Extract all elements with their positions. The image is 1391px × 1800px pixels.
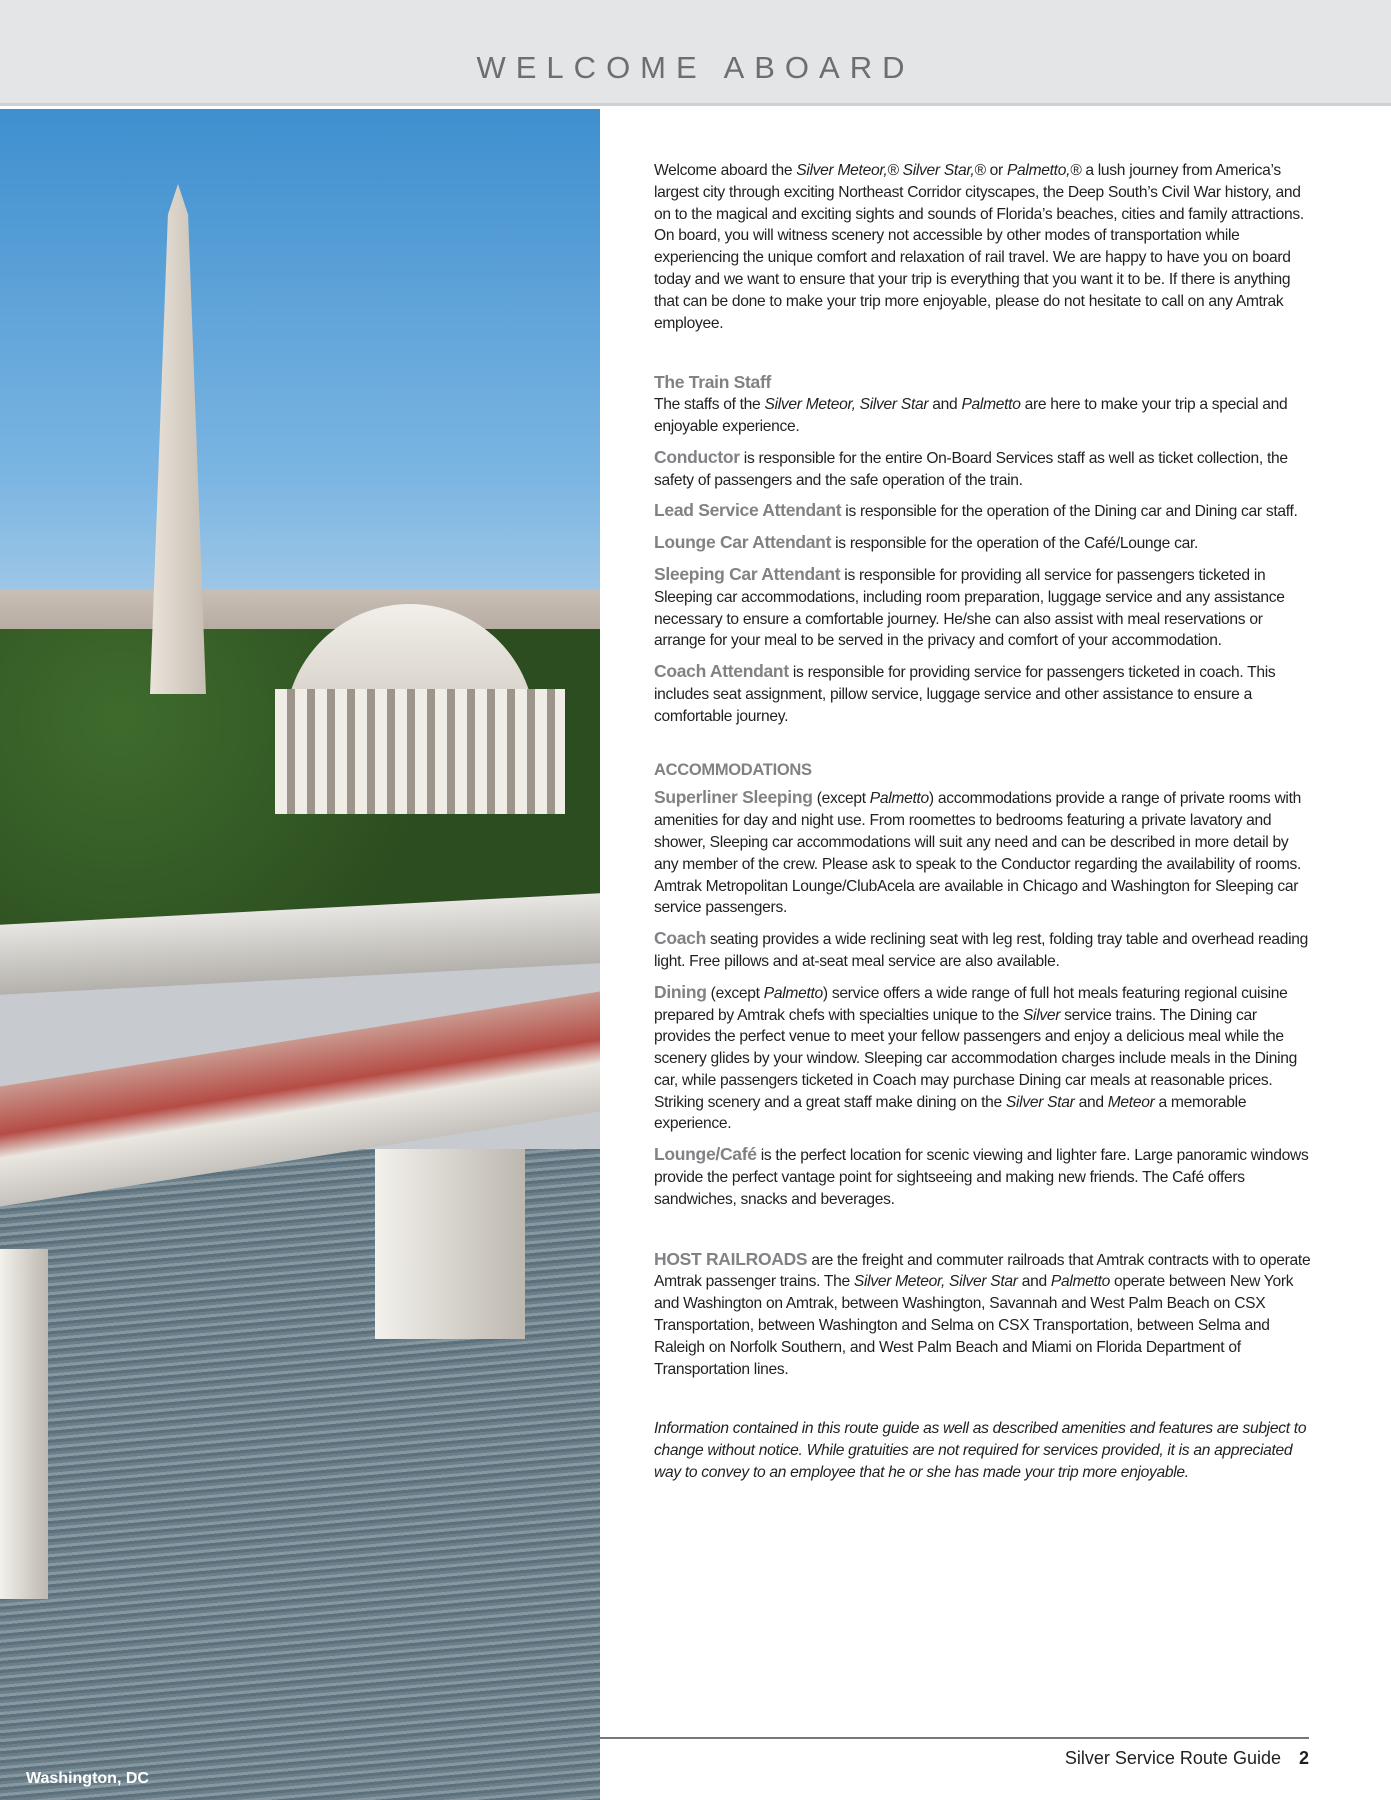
page-footer xyxy=(1065,1748,1309,1769)
page-header xyxy=(0,0,1391,106)
washington-dc-photo xyxy=(0,109,600,1800)
role-conductor: Conductor is responsible for the entire On-Board Services staff as well as ticket collection, the safety of passengers and the safe operation of the train. xyxy=(654,446,1288,489)
page-title: WELCOME ABOARD xyxy=(476,50,915,85)
intro-paragraph: Welcome aboard the Silver Meteor,® Silver Star,® or Palmetto,® a lush journey from America’s largest city through exciting Northeast Corridor cityscapes, the Deep South’s Civil War history, and on to the magical and exciting sights and sounds of Florida’s beaches, cities and family attractions. On board, you will witness scenery not accessible by other modes of transportation while experiencing the unique comfort and relaxation of rail travel. We are happy to have you on board today and we want to ensure that your trip is everything that you want it to be. If there is anything that can be done to make your trip more enjoyable, please do not hesitate to call on any Amtrak employee. xyxy=(654,162,1304,332)
accommodation-lounge: Lounge/Café is the perfect location for scenic viewing and lighter fare. Large panoramic windows provide the perfect vantage point for sightseeing and making new friends. The Café offers sandwiches, snacks and beverages. xyxy=(654,1144,1309,1208)
main-text xyxy=(654,160,1314,1493)
role-coach-attendant: Coach Attendant is responsible for providing service for passengers ticketed in coach. This includes seat assignment, pillow service, luggage service and other assistance to ensure a comfortable journey. xyxy=(654,661,1276,725)
staff-lead: The staffs of the Silver Meteor, Silver Star and Palmetto are here to make your trip a special and enjoyable experience. xyxy=(654,396,1288,435)
washington-monument xyxy=(150,184,206,694)
footer-divider xyxy=(600,1737,1309,1739)
disclaimer-note: Information contained in this route guide as well as described amenities and features are subject to change without notice. While gratuities are not required for services provided, it is an appreciated way to convey to an employee that he or she has made your trip more enjoyable. xyxy=(654,1420,1307,1482)
role-sleeping-car-attendant: Sleeping Car Attendant is responsible for providing all service for passengers ticketed in Sleeping car accommodations, including room preparation, luggage service and any assistance necessary to ensure a comfortable journey. He/she can also assist with meal reservations or arrange for your meal to be served in the privacy and comfort of your accommodation. xyxy=(654,563,1285,650)
photo-caption: Washington, DC xyxy=(26,1770,149,1787)
host-railroads: HOST RAILROADS are the freight and commuter railroads that Amtrak contracts with to operate Amtrak passenger trains. The Silver Meteor, Silver Star and Palmetto operate between New York and Washington on Amtrak, between Washington, Savannah and West Palm Beach on CSX Transportation, between Washington and Selma on CSX Transportation, between Selma and Raleigh on Norfolk Southern, and West Palm Beach and Miami on Florida Department of Transportation lines. xyxy=(654,1248,1311,1378)
role-lead-service-attendant: Lead Service Attendant is responsible for the operation of the Dining car and Dining car staff. xyxy=(654,500,1298,521)
accommodations-heading: ACCOMMODATIONS xyxy=(654,760,812,779)
role-lounge-car-attendant: Lounge Car Attendant is responsible for the operation of the Café/Lounge car. xyxy=(654,532,1199,553)
accommodation-sleeping: Superliner Sleeping (except Palmetto) accommodations provide a range of private rooms with amenities for day and night use. From roomettes to bedrooms featuring a private lavatory and shower, Sleeping car accommodations will suit any need and can be described in more detail by any member of the crew. Please ask to speak to the Conductor regarding the availability of rooms. Amtrak Metropolitan Lounge/ClubAcela are available in Chicago and Washington for Sleeping car service passengers. xyxy=(654,787,1301,917)
guide-title: Silver Service Route Guide xyxy=(1064,1748,1281,1768)
accommodation-coach: Coach seating provides a wide reclining seat with leg rest, folding tray table and overhead reading light. Free pillows and at-seat meal service are also available. xyxy=(654,928,1308,970)
page-number: 2 xyxy=(1298,1748,1309,1768)
train-staff-heading: The Train Staff xyxy=(654,372,772,393)
accommodation-dining: Dining (except Palmetto) service offers a wide range of full hot meals featuring regional cuisine prepared by Amtrak chefs with specialties unique to the Silver service trains. The Dining car provides the perfect venue to meet your fellow passengers and enjoy a delicious meal while the scenery glides by your window. Sleeping car accommodation charges include meals in the Dining car, while passengers ticketed in Coach may purchase Dining car meals at reasonable prices. Striking scenery and a great staff make dining on the Silver Star and Meteor a memorable experience. xyxy=(654,981,1297,1133)
